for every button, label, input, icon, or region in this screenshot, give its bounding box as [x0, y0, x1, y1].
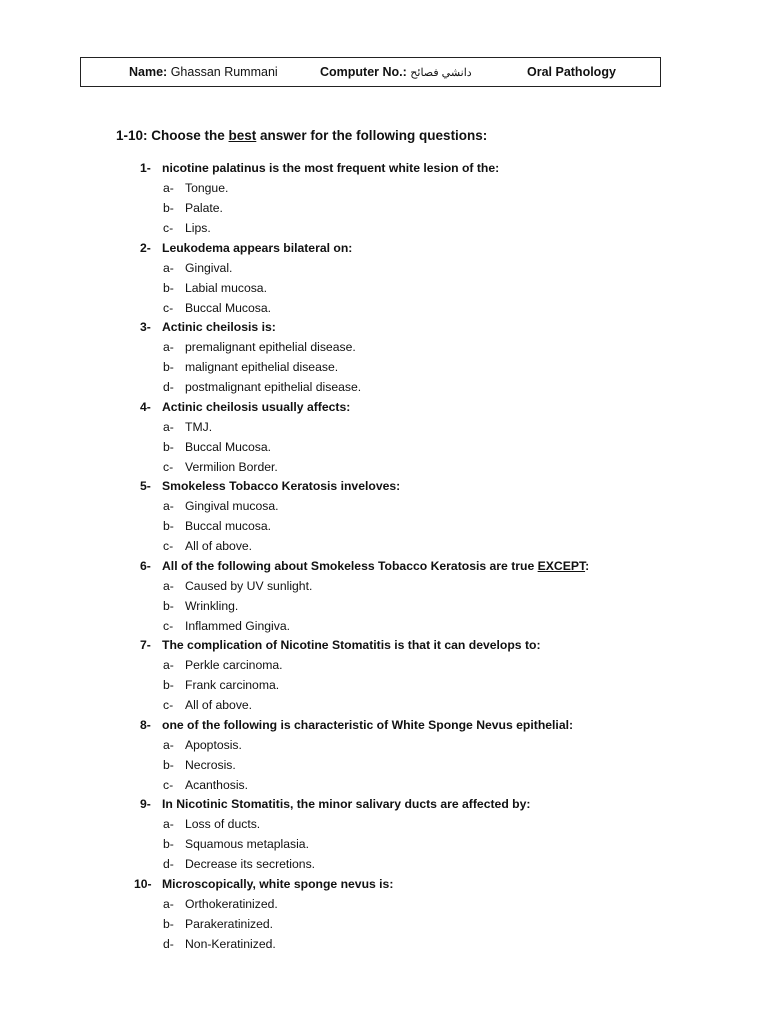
- option-text: Decrease its secretions.: [185, 857, 316, 871]
- answer-option: [163, 181, 563, 201]
- option-text: All of above.: [185, 698, 253, 712]
- answer-option: [163, 817, 563, 837]
- answer-option: [163, 778, 563, 798]
- question-text-body: In Nicotinic Stomatitis, the minor salivary ducts are affected by:: [162, 797, 531, 811]
- question-text: [162, 241, 352, 255]
- section-instructions: [116, 128, 487, 143]
- option-text: Palate.: [185, 201, 223, 215]
- option-letter: a-: [163, 658, 174, 672]
- option-letter: b-: [163, 757, 174, 772]
- question-number: 8-: [140, 717, 151, 732]
- option-text: Wrinkling.: [185, 598, 239, 613]
- question-text-body: Smokeless Tobacco Keratosis inveloves:: [162, 479, 401, 493]
- answer-option: [163, 440, 563, 460]
- option-text: Apoptosis.: [185, 737, 242, 752]
- answer-option: [163, 917, 563, 937]
- question-1: [140, 161, 700, 181]
- answer-option: [163, 678, 563, 698]
- answer-option: [163, 499, 563, 519]
- answer-option: [163, 937, 563, 957]
- option-letter: a-: [163, 181, 174, 195]
- question-number: 2-: [140, 240, 151, 255]
- course-name: Oral Pathology: [527, 65, 616, 79]
- question-9: [140, 797, 700, 817]
- question-number: 5-: [140, 479, 151, 493]
- answer-option: [163, 758, 563, 778]
- question-text-body: All of the following about Smokeless Tobacco Keratosis are true: [162, 558, 538, 573]
- question-text-body: The complication of Nicotine Stomatitis is that it can develops to:: [162, 638, 541, 652]
- answer-option: [163, 599, 563, 619]
- answer-option: [163, 201, 563, 221]
- option-letter: b-: [163, 519, 174, 533]
- question-text: [162, 320, 276, 334]
- question-text-tail: :: [585, 558, 590, 573]
- answer-option: [163, 281, 563, 301]
- option-letter: a-: [163, 499, 174, 513]
- answer-option: [163, 857, 563, 877]
- student-info-header: [80, 57, 661, 87]
- answer-option: [163, 519, 563, 539]
- answer-option: [163, 221, 563, 241]
- option-letter: b-: [163, 837, 174, 851]
- option-letter: a-: [163, 260, 174, 275]
- option-text: Inflammed Gingiva.: [185, 618, 290, 633]
- option-text: Lips.: [185, 221, 211, 235]
- question-text: [162, 559, 589, 573]
- answer-option: [163, 658, 563, 678]
- option-text: Necrosis.: [185, 757, 236, 772]
- option-letter: b-: [163, 360, 174, 374]
- option-text: Vermilion Border.: [185, 459, 278, 474]
- answer-option: [163, 460, 563, 480]
- question-7: [140, 638, 700, 658]
- question-text-body: Microscopically, white sponge nevus is:: [162, 876, 394, 891]
- name-label: Name:: [129, 65, 168, 79]
- question-8: [140, 718, 700, 738]
- option-text: premalignant epithelial disease.: [185, 340, 356, 354]
- answer-option: [163, 380, 563, 400]
- computer-number-value: دانشي فصائح: [410, 67, 472, 79]
- question-number: 3-: [140, 320, 151, 334]
- answer-option: [163, 539, 563, 559]
- instructions-suffix: answer for the following questions:: [256, 128, 488, 143]
- answer-option: [163, 738, 563, 758]
- question-text: [162, 877, 393, 891]
- question-text: [162, 161, 499, 175]
- answer-option: [163, 579, 563, 599]
- option-letter: b-: [163, 678, 174, 692]
- question-3: [140, 320, 700, 340]
- answer-option: [163, 837, 563, 857]
- option-letter: c-: [163, 777, 174, 792]
- option-letter: b-: [163, 201, 174, 215]
- option-letter: a-: [163, 896, 174, 911]
- answer-option: [163, 698, 563, 718]
- answer-option: [163, 360, 563, 380]
- option-letter: a-: [163, 419, 174, 434]
- option-text: postmalignant epithelial disease.: [185, 380, 362, 394]
- option-letter: b-: [163, 439, 174, 454]
- option-text: Acanthosis.: [185, 777, 249, 792]
- option-letter: d-: [163, 857, 174, 871]
- option-letter: c-: [163, 459, 174, 474]
- option-text: Tongue.: [185, 181, 229, 195]
- question-5: [140, 479, 700, 499]
- answer-option: [163, 420, 563, 440]
- question-text: [162, 718, 573, 732]
- option-letter: d-: [163, 380, 174, 394]
- question-text-body: Leukodema appears bilateral on:: [162, 240, 353, 255]
- option-letter: c-: [163, 221, 174, 235]
- option-letter: c-: [163, 300, 174, 315]
- question-text: [162, 400, 350, 414]
- option-text: Gingival mucosa.: [185, 499, 279, 513]
- question-number: 6-: [140, 558, 151, 573]
- option-letter: c-: [163, 698, 174, 712]
- answer-option: [163, 301, 563, 321]
- option-letter: a-: [163, 737, 174, 752]
- instructions-prefix: 1-10: Choose the: [116, 128, 229, 143]
- option-text: Perkle carcinoma.: [185, 658, 283, 672]
- option-text: Caused by UV sunlight.: [185, 578, 313, 593]
- question-number: 7-: [140, 638, 151, 652]
- option-text: Buccal mucosa.: [185, 519, 272, 533]
- question-number: 9-: [140, 797, 151, 811]
- question-6: [140, 559, 700, 579]
- student-name-field: [129, 65, 278, 79]
- answer-option: [163, 897, 563, 917]
- option-text: Buccal Mucosa.: [185, 439, 272, 454]
- option-text: Orthokeratinized.: [185, 896, 278, 911]
- option-letter: c-: [163, 618, 174, 633]
- option-text: Gingival.: [185, 260, 233, 275]
- question-text-body: one of the following is characteristic of White Sponge Nevus epithelial:: [162, 717, 574, 732]
- question-text: [162, 479, 400, 493]
- question-text: [162, 638, 541, 652]
- option-letter: a-: [163, 340, 174, 354]
- answer-option: [163, 340, 563, 360]
- option-text: Non-Keratinized.: [185, 936, 276, 951]
- option-letter: d-: [163, 936, 174, 951]
- question-except-emphasis: EXCEPT: [537, 558, 586, 573]
- option-letter: c-: [163, 539, 174, 553]
- computer-number-label: Computer No.:: [320, 65, 407, 79]
- question-text-body: nicotine palatinus is the most frequent white lesion of the:: [162, 161, 500, 175]
- question-2: [140, 241, 700, 261]
- question-4: [140, 400, 700, 420]
- option-text: Buccal Mucosa.: [185, 300, 272, 315]
- option-text: Labial mucosa.: [185, 280, 267, 295]
- question-text-body: Actinic cheilosis usually affects:: [162, 399, 351, 414]
- option-letter: b-: [163, 280, 174, 295]
- option-text: malignant epithelial disease.: [185, 360, 339, 374]
- option-letter: b-: [163, 598, 174, 613]
- question-10: [134, 877, 694, 897]
- option-text: Squamous metaplasia.: [185, 837, 309, 851]
- answer-option: [163, 619, 563, 639]
- option-letter: a-: [163, 578, 174, 593]
- answer-option: [163, 261, 563, 281]
- question-number: 10-: [134, 876, 152, 891]
- option-text: All of above.: [185, 539, 253, 553]
- option-text: Loss of ducts.: [185, 817, 261, 831]
- option-text: TMJ.: [185, 419, 213, 434]
- option-letter: a-: [163, 817, 174, 831]
- question-number: 4-: [140, 399, 151, 414]
- question-number: 1-: [140, 161, 151, 175]
- instructions-emphasis: best: [228, 128, 257, 143]
- option-letter: b-: [163, 916, 174, 931]
- name-value: Ghassan Rummani: [170, 65, 278, 79]
- question-text-body: Actinic cheilosis is:: [162, 320, 276, 334]
- option-text: Parakeratinized.: [185, 916, 274, 931]
- option-text: Frank carcinoma.: [185, 678, 280, 692]
- computer-number-field: [320, 65, 472, 79]
- question-text: [162, 797, 530, 811]
